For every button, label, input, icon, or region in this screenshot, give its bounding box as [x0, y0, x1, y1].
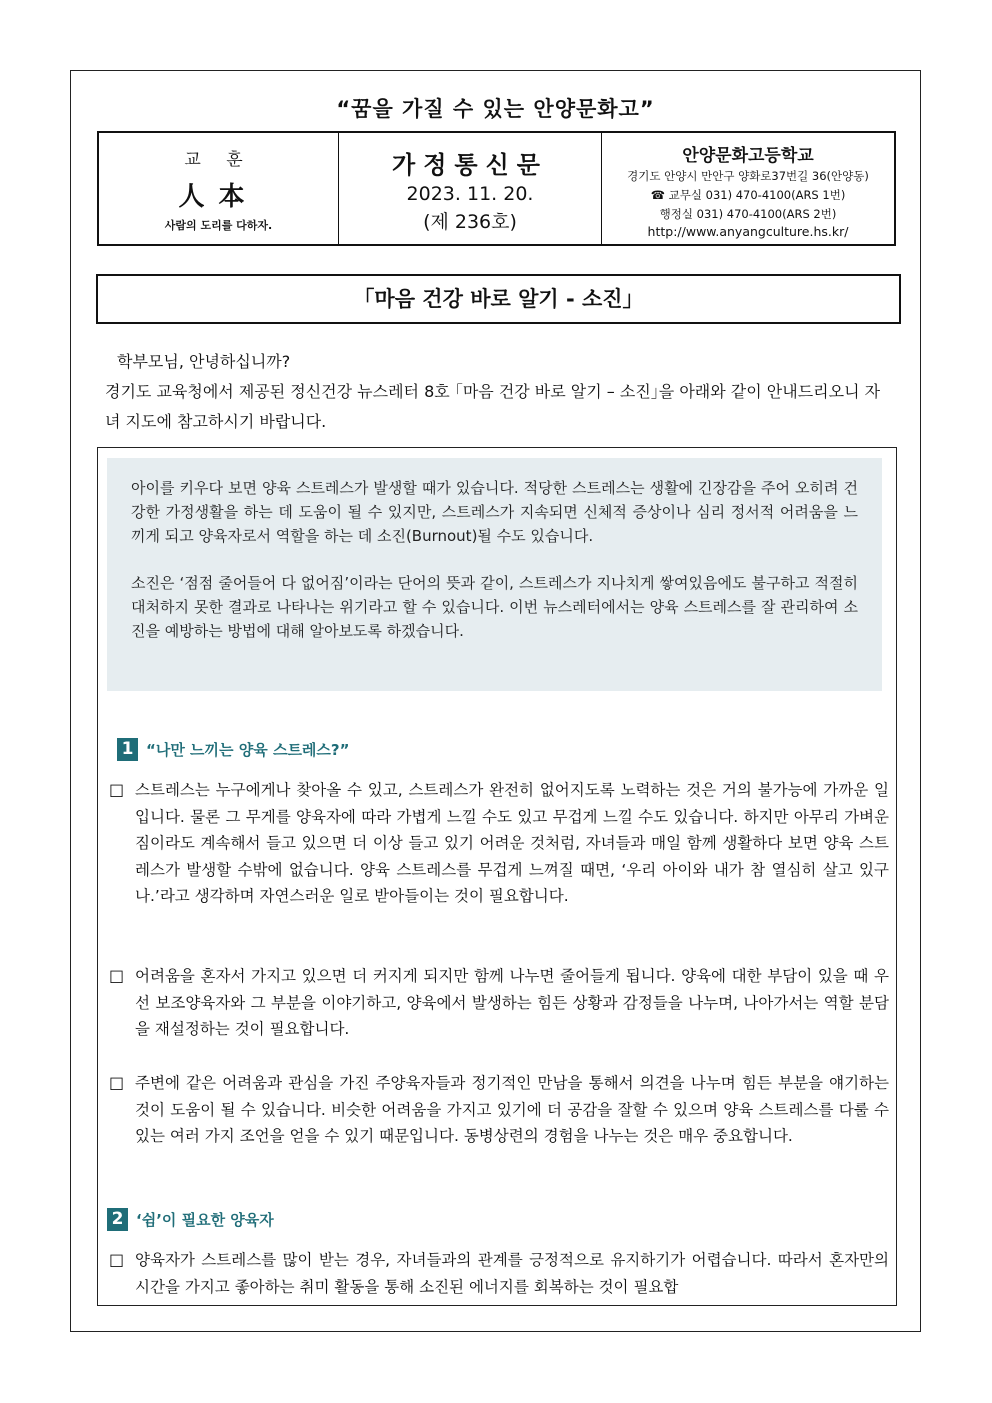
section-title: ‘쉼’이 필요한 양육자	[136, 1211, 274, 1229]
school-motto: “꿈을 가질 수 있는 안양문화고”	[336, 97, 655, 121]
section-number-badge: 2	[107, 1208, 128, 1231]
school-address: 경기도 안양시 만안구 양화로37번길 36(안양동)	[627, 169, 869, 183]
checkbox-icon: □	[109, 780, 125, 799]
intro-note-box	[107, 458, 882, 691]
phone-office: ☎ 교무실 031) 470-4100(ARS 1번)	[650, 188, 846, 202]
checkbox-icon: □	[109, 966, 125, 985]
section-1-heading	[117, 738, 349, 761]
list-item-text: 주변에 같은 어려움과 관심을 가진 주양육자들과 정기적인 만남을 통해서 의견을 나누며 힘든 부분을 얘기하는 것이 도움이 될 수 있습니다. 비슷한 어려움을 가지고 있기에 더 공감을 잘할 수 있으며 양육 스트레스를 다룰 수 있는 여러 가지 조언을 얻을 수 있기 때문입니다. 동병상련의 경험을 나누는 것은 매우 중요합니다.	[135, 1074, 889, 1145]
list-item	[107, 1070, 889, 1150]
section-number-badge: 1	[117, 738, 138, 761]
checkbox-icon: □	[109, 1250, 125, 1269]
newsletter-page	[70, 70, 921, 1332]
school-name: 안양문화고등학교	[682, 146, 814, 166]
greeting: 학부모님, 안녕하십니까?	[117, 352, 291, 371]
school-url-link[interactable]: http://www.anyangculture.hs.kr/	[647, 224, 849, 239]
newsletter-date: 2023. 11. 20.	[406, 183, 534, 205]
list-item-text: 스트레스는 누구에게나 찾아올 수 있고, 스트레스가 완전히 없어지도록 노력하는 것은 거의 불가능에 가까운 일입니다. 물론 그 무게를 양육자에 따라 가볍게 느낄 수도 있고 무겁게 느낄 수도 있습니다. 하지만 아무리 가벼운 짐이라도 계속해서 들고 있으면 더 이상 들고 있기 어려운 것처럼, 자녀들과 매일 함께 생활하다 보면 양육 스트레스가 발생할 수밖에 없습니다. 양육 스트레스를 무겁게 느껴질 때면, ‘우리 아이와 내가 참 열심히 살고 있구나.’라고 생각하며 자연스러운 일로 받아들이는 것이 필요합니다.	[135, 781, 889, 905]
intro-body: 경기도 교육청에서 제공된 정신건강 뉴스레터 8호 ｢마음 건강 바로 알기 – 소진｣을 아래와 같이 안내드리오니 자녀 지도에 참고하시기 바랍니다.	[105, 382, 881, 431]
creed-label: 교 훈	[184, 150, 253, 170]
intro	[105, 347, 895, 437]
note-paragraph: 소진은 ‘점점 줄어들어 다 없어짐’이라는 단어의 뜻과 같이, 스트레스가 지나치게 쌓여있음에도 불구하고 적절히 대처하지 못한 결과로 나타나는 위기라고 할 수 있습니다. 이번 뉴스레터에서는 양육 스트레스를 잘 관리하여 소진을 예방하는 방법에 대해 알아보도록 하겠습니다.	[131, 574, 858, 640]
creed-main: 人本	[178, 182, 259, 212]
newsletter-title: 가정통신문	[392, 151, 548, 179]
newsletter-content	[97, 447, 897, 1306]
school-creed	[99, 133, 339, 244]
section-title: “나만 느끼는 양육 스트레스?”	[146, 741, 350, 759]
creed-subtitle: 사람의 도리를 다하자.	[164, 219, 273, 232]
newsletter-info	[339, 133, 602, 244]
checkbox-icon: □	[109, 1073, 125, 1092]
list-item	[107, 777, 889, 910]
topic-title: ｢마음 건강 바로 알기 - 소진｣	[96, 274, 901, 324]
list-item-text: 양육자가 스트레스를 많이 받는 경우, 자녀들과의 관계를 긍정적으로 유지하기가 어렵습니다. 따라서 혼자만의 시간을 가지고 좋아하는 취미 활동을 통해 소진된 에너지를 회복하는 것이 필요합	[135, 1251, 889, 1296]
letterhead	[97, 131, 896, 246]
section-2-heading	[107, 1208, 274, 1231]
newsletter-issue: (제 236호)	[423, 211, 517, 233]
list-item-text: 어려움을 혼자서 가지고 있으면 더 커지게 되지만 함께 나누면 줄어들게 됩니다. 양육에 대한 부담이 있을 때 우선 보조양육자와 그 부분을 이야기하고, 양육에서 발생하는 힘든 상황과 감정들을 나누며, 나아가서는 역할 분담을 재설정하는 것이 필요합니다.	[135, 967, 889, 1038]
phone-admin: 행정실 031) 470-4100(ARS 2번)	[659, 207, 837, 221]
note-paragraph: 아이를 키우다 보면 양육 스트레스가 발생할 때가 있습니다. 적당한 스트레스는 생활에 긴장감을 주어 오히려 건강한 가정생활을 하는 데 도움이 될 수 있지만, 스트레스가 지속되면 신체적 증상이나 심리 정서적 어려움을 느끼게 되고 양육자로서 역할을 하는 데 소진(Burnout)될 수도 있습니다.	[131, 479, 858, 545]
list-item	[107, 1247, 889, 1300]
school-contact	[602, 133, 894, 244]
list-item	[107, 963, 889, 1043]
